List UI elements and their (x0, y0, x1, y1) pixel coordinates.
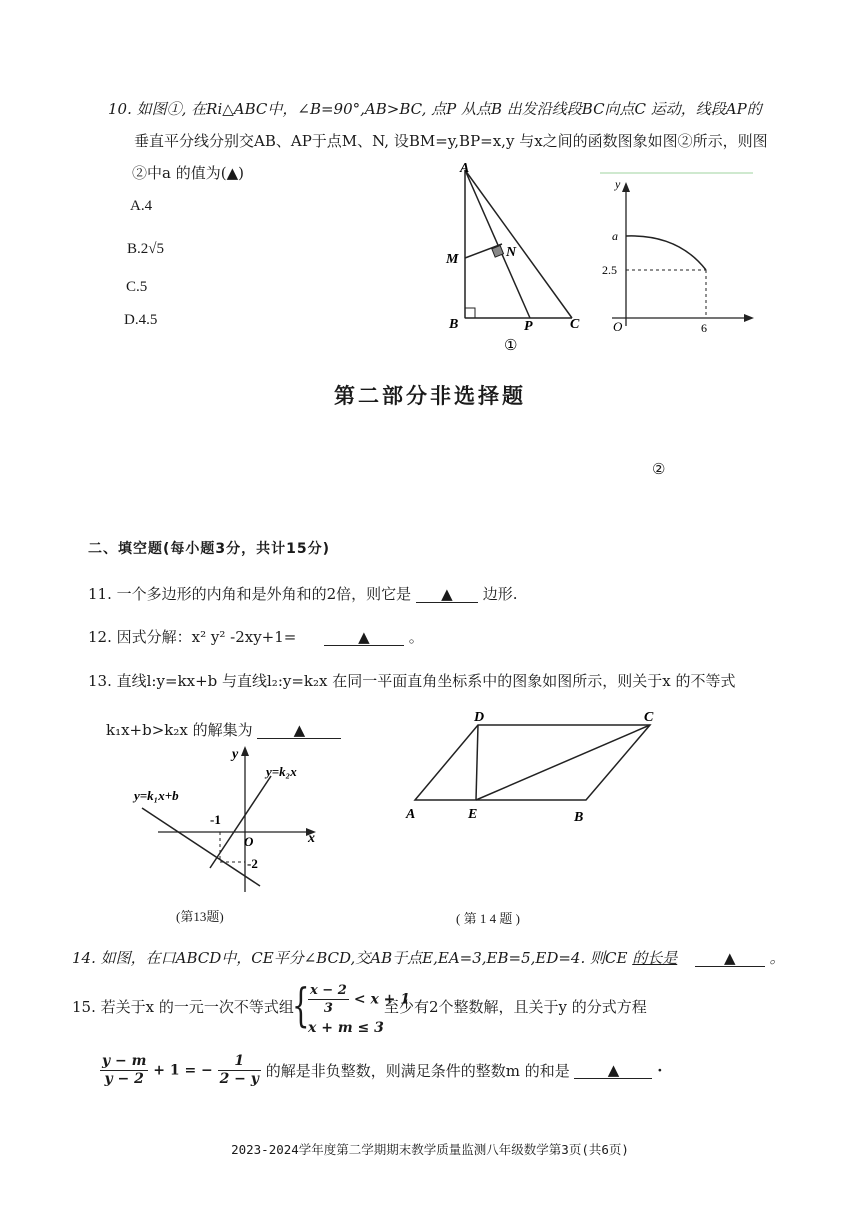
q14-answer-blank[interactable]: ▲ (695, 950, 765, 967)
q10-line1: 10. 如图①, 在Ri△ABC中，∠B=90°,AB>BC, 点P 从点B 出发沿线段BC向点C 运动，线段AP的 (108, 100, 762, 118)
q12-answer-blank[interactable]: ▲ (324, 629, 404, 646)
fig1-caption: ① (504, 338, 518, 354)
q13-line2-label: y=k₂x (266, 764, 297, 779)
fig1-label-b: B (449, 317, 459, 332)
q15-ineq1-num: x − 2 (310, 983, 347, 998)
fig2-label-a: a (612, 229, 618, 243)
q10-figure-graph (598, 168, 756, 338)
fig1-label-p: P (524, 319, 533, 334)
fig2-axis-y: y (615, 177, 621, 191)
q15-answer-blank[interactable]: ▲ (574, 1062, 652, 1079)
q14-text-after: 。 (769, 949, 785, 967)
q15-eq-num1: y − m (102, 1053, 147, 1069)
q15-ineq2: x + m ≤ 3 (308, 1020, 384, 1036)
q14-label-b: B (574, 810, 584, 825)
q15-middle: 至少有2个整数解，且关于y 的分式方程 (384, 998, 647, 1016)
fig1-label-a: A (460, 161, 470, 176)
q14-label-c: C (644, 710, 654, 725)
fig2-caption: ② (652, 460, 666, 478)
q13-graph (128, 740, 328, 900)
q10-option-d: D.4.5 (124, 312, 158, 328)
fig1-label-m: M (446, 252, 459, 267)
q12-text-after: 。 (408, 628, 424, 646)
q10-option-b: B.2√5 (127, 241, 164, 257)
q14-label-d: D (474, 710, 485, 725)
q13-axis-x: x (308, 831, 315, 846)
q15-eq-num2: 1 (218, 1053, 261, 1071)
q10-option-a: A.4 (130, 198, 153, 214)
q15-intro: 15. 若关于x 的一元一次不等式组 (72, 998, 294, 1016)
q15-eq-middle: + 1 = − (153, 1062, 213, 1079)
q14 (72, 947, 785, 968)
q13-origin: O (244, 834, 254, 849)
fig2-label-6: 6 (701, 321, 707, 335)
q13-tick-neg1: -1 (210, 812, 221, 827)
q11-answer-blank[interactable]: ▲ (416, 586, 478, 603)
q14-label-a: A (406, 807, 416, 822)
q13-axis-y: y (232, 747, 239, 762)
q15-ineq1-fraction (308, 982, 349, 1017)
q10-line2: 垂直平分线分别交AB、AP于点M、N, 设BM=y,BP=x,y 与x之间的函数图象如图②所示，则图 (134, 132, 768, 150)
q13-caption: (第13题) (176, 909, 224, 924)
q13-line2 (106, 719, 341, 740)
q15-ineq1-den: 3 (323, 1001, 333, 1016)
fill-section-header: 二、填空题(每小题3分，共计15分) (88, 541, 331, 557)
q15-eq-fraction1 (100, 1053, 148, 1088)
q12 (88, 626, 424, 647)
q15-line2-text: 的解是非负整数，则满足条件的整数m 的和是 (265, 1062, 570, 1080)
q11-text-after: 边形. (482, 585, 518, 603)
q14-caption: ( 第 1 4 题 ) (456, 911, 520, 926)
q13-line1: 13. 直线l:y=kx+b 与直线l₂:y=k₂x 在同一平面直角坐标系中的图象如图所示，则关于x 的不等式 (88, 672, 736, 690)
q15-text-after: · (657, 1061, 663, 1080)
q15-eq-den2: 2 − y (219, 1071, 259, 1087)
q14-text-underlined: 的长是 (632, 949, 678, 967)
q14-label-e: E (468, 807, 478, 822)
q10-line3: ②中a 的值为(▲) (132, 164, 244, 182)
fig1-label-c: C (570, 317, 580, 332)
page-footer: 2023-2024学年度第二学期期末教学质量监测八年级数学第3页(共6页) (231, 1142, 629, 1157)
q12-text: 12. 因式分解：x² y² -2xy+1= (88, 628, 297, 646)
q15-brace: { (292, 978, 310, 1032)
section-title: 第二部分非选择题 (334, 384, 526, 408)
q13-text: k₁x+b>k₂x 的解集为 (106, 721, 253, 739)
q15-eq-fraction2 (218, 1053, 261, 1088)
q10-figure-triangle (438, 158, 598, 358)
fig1-label-n: N (506, 245, 517, 260)
q15-equation-line (100, 1053, 663, 1088)
q14-figure (400, 705, 670, 830)
q15-ineq1-rhs: < x + 1 (353, 991, 411, 1008)
q14-text: 14. 如图，在口ABCD中，CE平分∠BCD,交AB于点E,EA=3,EB=5,ED=4. 则CE (72, 949, 628, 967)
fig2-origin: O (613, 319, 623, 334)
q15-eq-den1: y − 2 (104, 1071, 144, 1087)
q13-answer-blank[interactable]: ▲ (257, 722, 341, 739)
q13-tick-neg2: -2 (247, 856, 258, 871)
q11-text: 11. 一个多边形的内角和是外角和的2倍，则它是 (88, 585, 412, 603)
fig2-label-2-5: 2.5 (602, 263, 617, 277)
q10-option-c: C.5 (126, 279, 148, 295)
q13-line1-label: y=k₁x+b (134, 788, 179, 803)
q11 (88, 583, 518, 604)
